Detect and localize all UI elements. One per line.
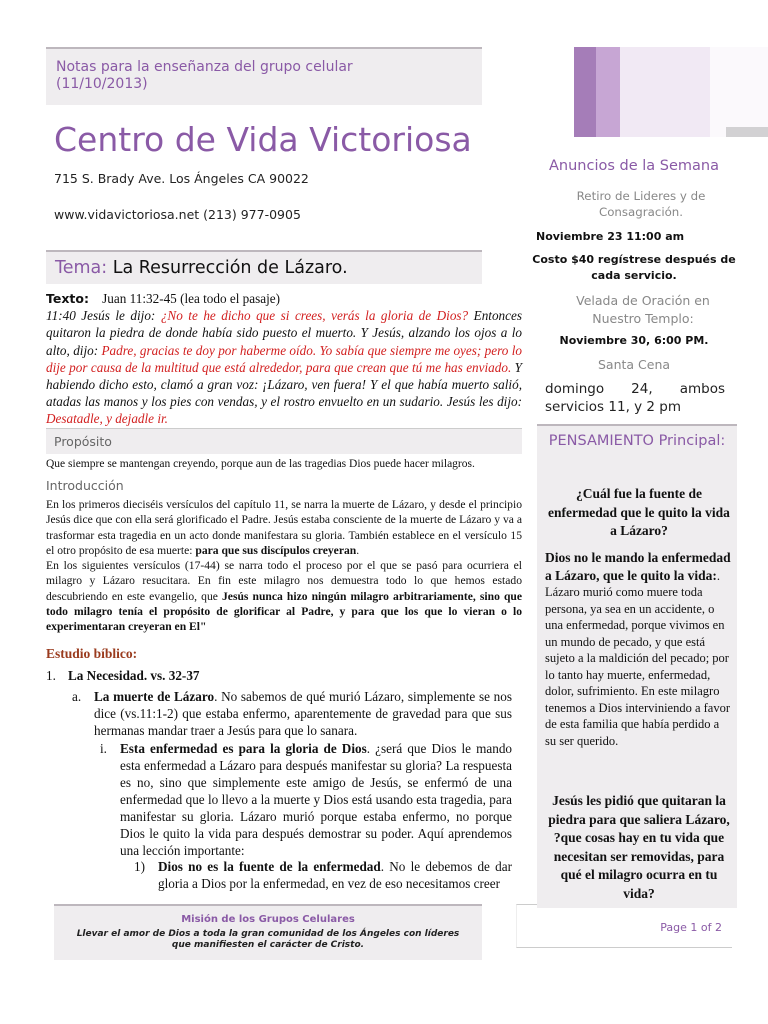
decorative-banner <box>574 47 768 137</box>
pensamiento-title: PENSAMIENTO Principal: <box>548 433 726 449</box>
texto-section: Texto: Juan 11:32-45 (lea todo el pasaje) 11:40 Jesús le dijo: ¿No te he dicho que si crees, verás la gloria de Dios? Entonces quitaron la piedra de donde había sido puesto el muerto. Y Jesús, alzando los ojos a lo alto, dijo: Padre, gracias te doy por haberme oído. Yo sabía que siempre me oyes; pero lo dije por causa de la multitud que está alrededor, para que crean que tú me has enviado. Y habiendo dicho esto, clamó a gran voz: ¡Lázaro, ven fuera! Y el que había muerto salió, atadas las manos y los pies con vendas, y el rostro envuelto en un sudario. Jesús les dijo: Desatadle, y dejadle ir. <box>46 291 522 427</box>
notes-date: (11/10/2013) <box>56 76 148 92</box>
anuncio-nov30: Noviembre 30, 6:00 PM. <box>559 334 709 347</box>
introduccion-header: Introducción <box>46 478 124 493</box>
proposito-text: Que siempre se mantengan creyendo, porque aun de las tragedias Dios puede hacer milagros. <box>46 458 475 470</box>
anuncio-domingo: domingo 24, ambos servicios 11, y 2 pm <box>545 381 725 415</box>
anuncio-nov23: Noviembre 23 11:00 am <box>536 230 685 243</box>
pensamiento-question-1: ¿Cuál fue la fuente de enfermedad que le quito la vida a Lázaro? <box>548 486 730 538</box>
anuncio-velada: Velada de Oración en Nuestro Templo: <box>576 293 710 326</box>
church-name: Centro de Vida Victoriosa <box>54 120 472 159</box>
texto-p4: Padre, gracias te doy por haberme oído. Yo sabía que siempre me oyes; pero lo dije por causa de la multitud que está alrededor, para que crean que tú me has enviado. <box>46 342 522 375</box>
anuncio-costo: Costo $40 regístrese después de cada servicio. <box>532 253 736 282</box>
anuncio-santa-cena: Santa Cena <box>597 357 671 372</box>
address: 715 S. Brady Ave. Los Ángeles CA 90022 <box>54 171 309 186</box>
mision-title: Misión de los Grupos Celulares <box>181 914 355 925</box>
texto-p5: Y habiendo dicho esto, clamó a gran voz: ¡Lázaro, ven fuera! Y el que había muerto salió, atadas las manos y los pies con vendas, y el rostro envuelto en un sudario. Jesús les dijo: <box>46 359 522 410</box>
tema-box <box>46 250 482 284</box>
notes-line1: Notas para la enseñanza del grupo celular <box>56 59 353 75</box>
notes-header <box>46 47 482 105</box>
stripe-light <box>620 47 710 137</box>
texto-label: Texto <box>46 291 84 306</box>
tema-label: Tema: <box>55 258 108 278</box>
proposito-header: Propósito <box>46 428 522 454</box>
pensamiento-question-2: Jesús les pidió que quitaran la piedra para que saliera Lázaro, ?que cosas hay en tu vida que necesitan ser removidas, para qué el milagro ocurra en tu vida? <box>548 793 730 901</box>
stripe-shadow <box>726 127 768 137</box>
tema-value: La Resurrección de Lázaro. <box>112 258 348 278</box>
texto-p1: 11:40 Jesús le dijo: <box>46 308 161 324</box>
mision-box <box>54 904 482 960</box>
pensamiento-answer: Dios no le mando la enfermedad a Lázaro, que le quito la vida:. Lázaro murió como muere toda persona, ya sea en un accidente, o una enfermedad, porque vivimos en un mundo de pecado, y que está sujeto a la maldición del pecado; por lo tanto hay muerte, enfermedad, dolor, sufrimiento. En este milagro tenemos a Dios interviniendo a favor de esta familia que había perdido a su ser querido. <box>545 550 731 748</box>
texto-ref: Juan 11:32-45 (lea todo el pasaje) <box>102 291 281 306</box>
anuncios-header: Anuncios de la Semana <box>549 158 719 174</box>
mision-text: Llevar el amor de Dios a toda la gran comunidad de los Ángeles con líderes que manifiesten el carácter de Cristo. <box>76 929 460 950</box>
stripe-lightest <box>710 47 768 137</box>
texto-p2: ¿No te he dicho que si crees, verás la gloria de Dios? <box>160 308 469 324</box>
stripe-dark <box>574 47 596 137</box>
stripe-medium <box>596 47 620 137</box>
texto-p3: Entonces quitaron la piedra de donde había sido puesto el muerto. Y Jesús, alzando los ojos a lo alto, dijo: <box>46 308 522 358</box>
introduccion-text: En los primeros dieciséis versículos del capítulo 11, se narra la muerte de Lázaro, y desde el principio Jesús dice que con ella será glorificado el Padre. Jesús estaba consciente de la muerte de Lázaro y va a trasformar esta tragedia en un acto donde manifestara su gloria. También establece en el versículo 15 el otro propósito de esa muerte: para que sus discípulos creyeran. En los siguientes versículos (17-44) se narra todo el proceso por el que se pasó para ocurriera el milagro y Lázaro resucitara. En fin este milagro nos demuestra todo lo que hemos estado descubriendo en este evangelio, que Jesús nunca hizo ningún milagro arbitrariamente, sino que todo milagro tenía el propósito de glorificar al Padre, y para que los que lo vieran o lo experimentaran creyeran en El" <box>46 498 523 634</box>
web-phone: www.vidavictoriosa.net (213) 977-0905 <box>54 207 301 222</box>
texto-p6: Desatadle, y dejadle ir. <box>46 411 168 427</box>
estudio-header: Estudio bíblico: <box>46 646 138 661</box>
anuncio-retiro: Retiro de Lideres y de Consagración. <box>576 189 706 219</box>
page-number: Page 1 of 2 <box>516 904 732 948</box>
